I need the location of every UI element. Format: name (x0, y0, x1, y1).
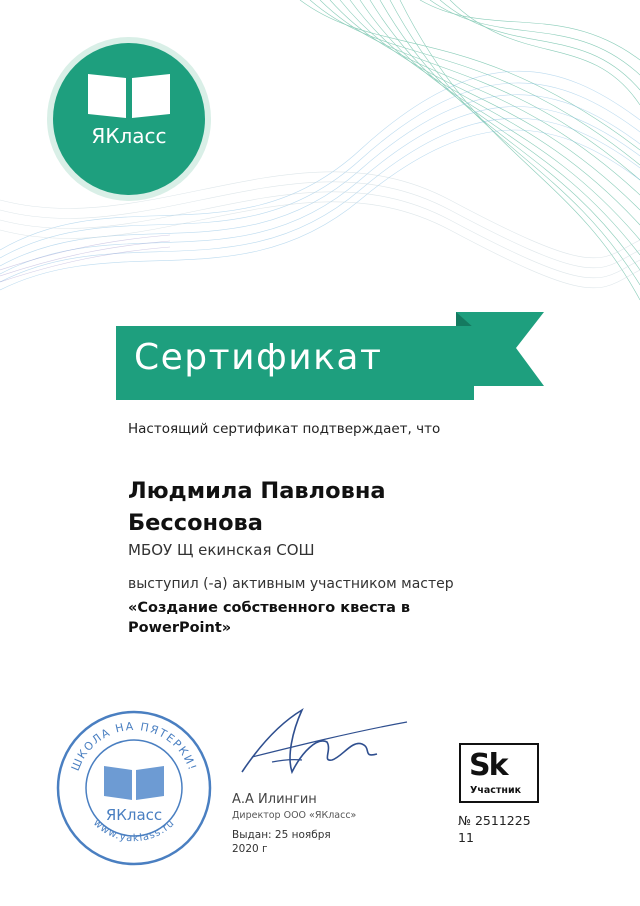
logo-brand-text: ЯКласс (91, 124, 167, 148)
issue-date (232, 828, 362, 856)
certificate-number-line1: № 2511225 (458, 813, 531, 828)
stamp-ring-text: ШКОЛА НА ПЯТЕРКИ! (68, 719, 200, 773)
confirm-text: Настоящий сертификат подтверждает, что (128, 421, 441, 437)
stamp-url-text: www.yaklass.ru (90, 817, 178, 845)
participation-text: выступил (-а) активным участником мастер (128, 576, 454, 592)
certificate-number-line2: 11 (458, 830, 474, 845)
recipient-name-line1: Людмила Павловна (128, 478, 386, 504)
certificate-number (458, 812, 558, 846)
stamp-brand: ЯКласс (105, 806, 163, 824)
issue-date-line1: Выдан: 25 ноября (232, 829, 331, 841)
event-title (128, 598, 488, 638)
stamp-book-icon (104, 766, 164, 800)
director-name: А.А Илингин (232, 792, 317, 807)
certificate-title: Сертификат (134, 337, 383, 378)
event-title-line2: PowerPoint» (128, 620, 232, 636)
school-stamp (54, 708, 214, 868)
yaklass-logo (46, 36, 212, 202)
director-signature (232, 702, 412, 784)
skolkovo-label: Участник (470, 785, 522, 796)
skolkovo-mark: Sk (469, 748, 507, 783)
director-role: Директор ООО «ЯКласс» (232, 810, 357, 821)
recipient-name (128, 475, 508, 539)
event-title-line1: «Создание собственного квеста в (128, 600, 411, 616)
issue-date-line2: 2020 г (232, 843, 268, 855)
skolkovo-badge (459, 743, 539, 803)
recipient-name-line2: Бессонова (128, 510, 263, 536)
school-name: МБОУ Щ екинская СОШ (128, 541, 315, 559)
